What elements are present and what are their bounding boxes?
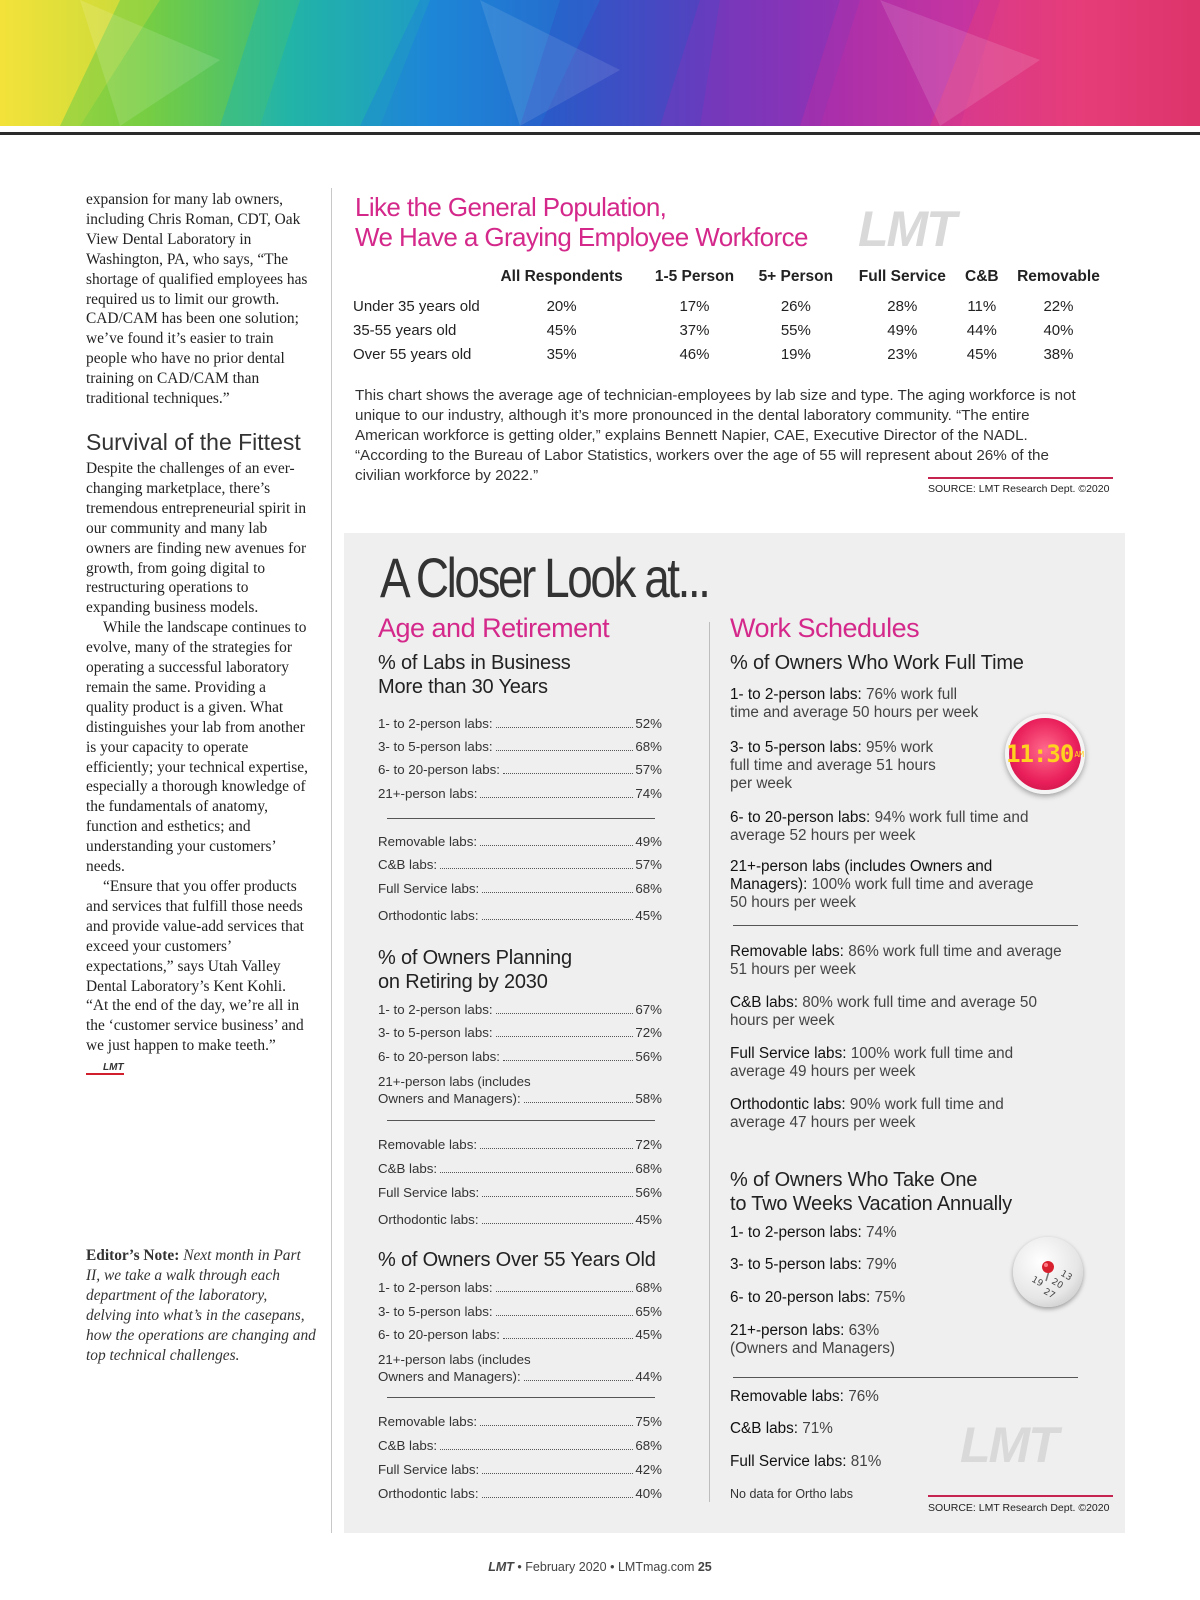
stat-label: Owners and Managers): bbox=[378, 1091, 521, 1106]
table-cell: 20% bbox=[546, 297, 577, 315]
list-item bbox=[378, 1486, 662, 1501]
stat-label: C&B labs: bbox=[730, 1420, 799, 1437]
stat-text: 76% work full time and average 50 hours per week bbox=[730, 686, 979, 721]
list-item bbox=[730, 1256, 897, 1274]
stat-label: 6- to 20-person labs: bbox=[378, 762, 500, 777]
stat-value: 49% bbox=[635, 834, 662, 849]
stat-label: 3- to 5-person labs: bbox=[730, 739, 862, 756]
banner-rule bbox=[0, 132, 1200, 135]
row-label: Under 35 years old bbox=[353, 297, 480, 315]
stat-label: 21+-person labs (includes Owners and Managers): bbox=[730, 858, 993, 893]
dot-leader bbox=[440, 1172, 633, 1173]
list-item bbox=[378, 1280, 662, 1295]
article-paragraph-4 bbox=[86, 877, 311, 1076]
dot-leader bbox=[496, 1291, 634, 1292]
list-item bbox=[730, 1224, 897, 1242]
stat-text: 75% bbox=[874, 1289, 906, 1306]
table-cell: 23% bbox=[887, 345, 918, 363]
table-cell: 11% bbox=[967, 297, 997, 315]
retiring-2030-title bbox=[378, 946, 572, 994]
workforce-age-table bbox=[353, 268, 1113, 366]
vacation-title bbox=[730, 1168, 1012, 1216]
list-item bbox=[378, 1212, 662, 1227]
work-schedules-heading: Work Schedules bbox=[730, 613, 920, 643]
retiring-2030-title-line2: on Retiring by 2030 bbox=[378, 971, 548, 993]
digital-clock-icon bbox=[1005, 714, 1085, 794]
column-header bbox=[353, 268, 481, 294]
footer-issue: February 2020 bbox=[525, 1560, 607, 1574]
stat-value: 68% bbox=[635, 1161, 662, 1176]
table-cell: 46% bbox=[679, 345, 710, 363]
stat-label: Full Service labs: bbox=[730, 1453, 847, 1470]
stat-label: 1- to 2-person labs: bbox=[378, 1280, 493, 1295]
stat-text: 74% bbox=[866, 1224, 897, 1241]
stat-text: 100% work full time and average 49 hours per week bbox=[730, 1045, 1014, 1080]
dot-leader bbox=[482, 1473, 633, 1474]
stat-value: 75% bbox=[635, 1414, 662, 1429]
calendar-pin-art bbox=[1013, 1237, 1083, 1307]
row-label: 35-55 years old bbox=[353, 321, 457, 339]
calendar-date: 27 bbox=[1041, 1286, 1057, 1302]
stat-label: 6- to 20-person labs: bbox=[378, 1327, 500, 1342]
section-rule bbox=[733, 925, 1078, 926]
stat-label: Orthodontic labs: bbox=[378, 1486, 479, 1501]
stat-label: 1- to 2-person labs: bbox=[730, 1224, 862, 1241]
table-cell: 35% bbox=[546, 345, 577, 363]
calendar-date: 13 bbox=[1058, 1268, 1074, 1284]
stat-value: 42% bbox=[635, 1462, 662, 1477]
stat-value: 68% bbox=[635, 1438, 662, 1453]
table-cell: 26% bbox=[780, 297, 811, 315]
editors-note-text: Next month in Part II, we take a walk through each department of the laboratory, delving into what’s in the casepans, how the operations are changing and top technical challenges. bbox=[86, 1247, 316, 1364]
stat-label: 1- to 2-person labs: bbox=[378, 1002, 493, 1017]
stat-label: Owners and Managers): bbox=[378, 1369, 521, 1384]
stat-label: 21+-person labs (includes bbox=[378, 1074, 531, 1089]
workforce-chart-title bbox=[355, 192, 855, 252]
owners-over-55-title: % of Owners Over 55 Years Old bbox=[378, 1249, 656, 1271]
stat-value: 56% bbox=[635, 1185, 662, 1200]
stat-value: 57% bbox=[635, 762, 662, 777]
vacation-title-line1: % of Owners Who Take One bbox=[730, 1169, 978, 1191]
list-item bbox=[730, 994, 1050, 1030]
retiring-2030-title-line1: % of Owners Planning bbox=[378, 947, 572, 969]
list-item bbox=[378, 1414, 662, 1429]
dot-leader bbox=[503, 773, 633, 774]
list-item bbox=[378, 1161, 662, 1176]
source-rule bbox=[928, 477, 1113, 479]
dot-leader bbox=[440, 868, 633, 869]
stat-value: 68% bbox=[635, 739, 662, 754]
stat-text: 76% bbox=[848, 1388, 879, 1405]
closer-look-title: A Closer Look at... bbox=[380, 546, 709, 609]
stat-value: 56% bbox=[635, 1049, 662, 1064]
stat-value: 72% bbox=[635, 1025, 662, 1040]
column-header: 5+ Person bbox=[758, 268, 834, 285]
age-retirement-heading: Age and Retirement bbox=[378, 613, 610, 643]
section-rule bbox=[387, 818, 655, 819]
footer-site: LMTmag.com bbox=[617, 1560, 695, 1574]
list-item bbox=[730, 686, 980, 722]
stat-value: 68% bbox=[635, 881, 662, 896]
table-header-row bbox=[353, 268, 1113, 294]
dot-leader bbox=[482, 1223, 634, 1224]
list-item bbox=[378, 1002, 662, 1017]
stat-label: Full Service labs: bbox=[730, 1045, 847, 1062]
source-credit: SOURCE: LMT Research Dept. ©2020 bbox=[928, 1502, 1110, 1514]
dot-leader bbox=[480, 1425, 633, 1426]
dot-leader bbox=[524, 1380, 634, 1381]
table-cell: 19% bbox=[780, 345, 811, 363]
labs-30-years-title-line2: More than 30 Years bbox=[378, 676, 548, 698]
article-paragraph-2: Despite the challenges of an ever-changing marketplace, there’s tremendous entrepreneurial spirit in our community and many lab owners are finding new avenues for growth, from going digital to restructuring operations to expanding business models. bbox=[86, 459, 307, 617]
table-cell: 49% bbox=[887, 321, 918, 339]
editors-note-label: Editor’s Note: bbox=[86, 1247, 180, 1264]
stat-note: (Owners and Managers) bbox=[730, 1340, 895, 1357]
list-item bbox=[378, 1073, 662, 1107]
list-item bbox=[378, 1049, 662, 1064]
stat-label: Orthodontic labs: bbox=[378, 1212, 479, 1227]
list-item bbox=[378, 834, 662, 849]
dot-leader bbox=[496, 1315, 634, 1316]
table-row bbox=[353, 342, 1113, 366]
footer-brand: LMT bbox=[488, 1560, 514, 1574]
column-header: C&B bbox=[965, 268, 999, 285]
lmt-watermark-logo: LMT bbox=[858, 201, 955, 257]
stat-value: 68% bbox=[635, 1280, 662, 1295]
stat-text: 63% bbox=[848, 1322, 880, 1339]
list-item bbox=[378, 762, 662, 777]
stat-label: 3- to 5-person labs: bbox=[730, 1256, 862, 1273]
footer-separator: • bbox=[517, 1560, 522, 1574]
labs-30-years-title bbox=[378, 651, 571, 699]
stat-label: 21+-person labs: bbox=[730, 1322, 845, 1339]
section-rule bbox=[733, 1377, 1078, 1378]
stat-value: 45% bbox=[635, 908, 662, 923]
stat-value: 45% bbox=[635, 1327, 662, 1342]
table-row bbox=[353, 318, 1113, 342]
list-item bbox=[378, 1438, 662, 1453]
stat-label: 6- to 20-person labs: bbox=[730, 1289, 871, 1306]
list-item bbox=[730, 1289, 905, 1307]
calendar-pin-icon bbox=[1013, 1237, 1083, 1307]
stat-label: 3- to 5-person labs: bbox=[378, 739, 493, 754]
stat-label: C&B labs: bbox=[378, 1438, 438, 1453]
stat-label: Orthodontic labs: bbox=[378, 908, 479, 923]
dot-leader bbox=[482, 1497, 634, 1498]
list-item bbox=[730, 1322, 895, 1358]
stat-label: 1- to 2-person labs: bbox=[378, 716, 493, 731]
labs-30-years-title-line1: % of Labs in Business bbox=[378, 652, 571, 674]
dot-leader bbox=[482, 1196, 633, 1197]
no-data-note: No data for Ortho labs bbox=[730, 1487, 853, 1501]
list-item bbox=[730, 809, 1030, 845]
calendar-date: 19 bbox=[1029, 1274, 1045, 1290]
stat-value: 72% bbox=[635, 1137, 662, 1152]
dot-leader bbox=[503, 1338, 633, 1339]
stat-text: 94% work full time and average 52 hours per week bbox=[730, 809, 1029, 844]
stat-label: C&B labs: bbox=[730, 994, 799, 1011]
list-item bbox=[730, 1420, 833, 1438]
list-item bbox=[378, 786, 662, 801]
table-cell: 28% bbox=[887, 297, 918, 315]
stat-text: 80% work full time and average 50 hours per week bbox=[730, 994, 1037, 1029]
column-header: 1-5 Person bbox=[654, 268, 735, 285]
workforce-title-line1: Like the General Population, bbox=[355, 192, 667, 222]
source-rule bbox=[928, 1495, 1113, 1497]
table-cell: 45% bbox=[546, 321, 577, 339]
stat-label: 21+-person labs: bbox=[378, 786, 478, 801]
banner-polygon-art bbox=[0, 0, 1200, 126]
dot-leader bbox=[496, 750, 634, 751]
stat-label: 6- to 20-person labs: bbox=[730, 809, 871, 826]
stat-value: 52% bbox=[635, 716, 662, 731]
stat-text: 81% bbox=[850, 1453, 882, 1470]
dot-leader bbox=[503, 1060, 633, 1061]
stat-label: 3- to 5-person labs: bbox=[378, 1304, 493, 1319]
source-credit: SOURCE: LMT Research Dept. ©2020 bbox=[928, 483, 1110, 495]
stat-text: 79% bbox=[866, 1256, 897, 1273]
stat-label: Full Service labs: bbox=[378, 1185, 480, 1200]
footer-separator: • bbox=[610, 1560, 615, 1574]
section-rule bbox=[387, 1120, 655, 1121]
rainbow-banner bbox=[0, 0, 1200, 126]
dot-leader bbox=[440, 1449, 633, 1450]
stat-label: Orthodontic labs: bbox=[730, 1096, 846, 1113]
dot-leader bbox=[482, 919, 634, 920]
dot-leader bbox=[480, 845, 633, 846]
list-item bbox=[730, 1388, 879, 1406]
list-item bbox=[378, 716, 662, 731]
clock-ampm: AM bbox=[1074, 749, 1084, 759]
list-item bbox=[378, 1327, 662, 1342]
stat-text: 90% work full time and average 47 hours per week bbox=[730, 1096, 1004, 1131]
stat-value: 57% bbox=[635, 857, 662, 872]
row-label: Over 55 years old bbox=[353, 345, 472, 363]
stat-label: Removable labs: bbox=[730, 943, 844, 960]
stat-text: 86% work full time and average 51 hours per week bbox=[730, 943, 1062, 978]
table-row bbox=[353, 294, 1113, 318]
section-rule bbox=[387, 1397, 655, 1398]
stat-value: 74% bbox=[635, 786, 662, 801]
table-cell: 37% bbox=[679, 321, 710, 339]
dot-leader bbox=[480, 1148, 633, 1149]
lmt-end-mark-logo: LMT bbox=[86, 1062, 124, 1075]
dot-leader bbox=[524, 1102, 634, 1103]
page-number: 25 bbox=[697, 1560, 712, 1574]
list-item bbox=[378, 908, 662, 923]
stat-label: Full Service labs: bbox=[378, 1462, 480, 1477]
list-item bbox=[730, 943, 1075, 979]
stat-label: 21+-person labs (includes bbox=[378, 1352, 531, 1367]
page-footer bbox=[0, 1560, 1200, 1574]
list-item bbox=[378, 1137, 662, 1152]
list-item bbox=[730, 739, 950, 793]
stat-value: 58% bbox=[635, 1091, 662, 1106]
table-cell: 55% bbox=[780, 321, 811, 339]
stat-label: C&B labs: bbox=[378, 1161, 438, 1176]
list-item bbox=[730, 858, 1050, 912]
vacation-title-line2: to Two Weeks Vacation Annually bbox=[730, 1193, 1012, 1215]
article-paragraph-4-text: “Ensure that you offer products and services that fulfill those needs and provide value-add services that exceed your customers’ expectations,” says Utah Valley Dental Laboratory’s Kent Kohli. “At the end of the day, we’re all in the ‘customer service business’ and we just happen to make teeth.” bbox=[86, 878, 304, 1055]
list-item bbox=[378, 1304, 662, 1319]
stat-value: 44% bbox=[635, 1369, 662, 1384]
list-item bbox=[730, 1453, 881, 1471]
section-heading-survival: Survival of the Fittest bbox=[86, 428, 301, 455]
dot-leader bbox=[496, 1036, 634, 1037]
workforce-chart-caption: This chart shows the average age of technician-employees by lab size and type. The aging workforce is not unique to our industry, although it’s more pronounced in the dental laboratory community. “The entire American workforce is getting older,” explains Bennett Napier, CAE, Executive Director of the NADL. “According to the Bureau of Labor Statistics, workers over the age of 55 will represent about 26% of the civilian workforce by 2022.” bbox=[355, 387, 1076, 484]
list-item bbox=[730, 1045, 1040, 1081]
dot-leader bbox=[482, 892, 633, 893]
list-item bbox=[378, 739, 662, 754]
dot-leader bbox=[496, 727, 634, 728]
stat-text: 95% work full time and average 51 hours per week bbox=[730, 739, 936, 792]
dot-leader bbox=[480, 797, 633, 798]
stat-value: 67% bbox=[635, 1002, 662, 1017]
clock-time: 11:30 bbox=[1006, 740, 1074, 768]
stat-label: Removable labs: bbox=[378, 1414, 478, 1429]
owners-full-time-title: % of Owners Who Work Full Time bbox=[730, 652, 1024, 674]
stat-label: C&B labs: bbox=[378, 857, 438, 872]
stat-text: 100% work full time and average 50 hours per week bbox=[730, 876, 1034, 911]
table-cell: 22% bbox=[1043, 297, 1074, 315]
column-divider bbox=[331, 188, 332, 1533]
workforce-title-line2: We Have a Graying Employee Workforce bbox=[355, 222, 808, 252]
article-paragraph-3: While the landscape continues to evolve, many of the strategies for operating a successful laboratory remain the same. Providing a quality product is a given. What distinguishes your lab from another is your capacity to operate efficiently; your technical expertise, especially a thorough knowledge of the fundamentals of anatomy, function and esthetics; and understanding your customers’ needs. bbox=[86, 619, 308, 876]
list-item bbox=[730, 1096, 1030, 1132]
stat-value: 65% bbox=[635, 1304, 662, 1319]
table-cell: 40% bbox=[1043, 321, 1074, 339]
calendar-date: 20 bbox=[1049, 1276, 1065, 1292]
article-paragraph-1: expansion for many lab owners, including Chris Roman, CDT, Oak View Dental Laboratory in Washington, PA, who says, “The shortage of qualified employees has required us to limit our growth. CAD/CAM has been one solution; we’ve found it’s easier to train people who have no prior dental training on CAD/CAM than traditional techniques.” bbox=[86, 191, 308, 408]
table-cell: 38% bbox=[1043, 345, 1074, 363]
left-article-column bbox=[86, 190, 311, 1076]
column-header: All Respondents bbox=[500, 268, 623, 285]
stat-label: 1- to 2-person labs: bbox=[730, 686, 862, 703]
list-item bbox=[378, 1462, 662, 1477]
list-item bbox=[378, 857, 662, 872]
table-cell: 17% bbox=[679, 297, 710, 315]
stat-label: Removable labs: bbox=[378, 1137, 478, 1152]
column-header: Removable bbox=[1017, 268, 1100, 285]
stat-label: Removable labs: bbox=[378, 834, 478, 849]
stat-value: 40% bbox=[635, 1486, 662, 1501]
panel-mid-divider bbox=[709, 622, 710, 1502]
list-item bbox=[378, 1351, 662, 1385]
editors-note bbox=[86, 1246, 316, 1366]
list-item bbox=[378, 1185, 662, 1200]
stat-value: 45% bbox=[635, 1212, 662, 1227]
stat-label: 3- to 5-person labs: bbox=[378, 1025, 493, 1040]
dot-leader bbox=[496, 1013, 634, 1014]
list-item bbox=[378, 881, 662, 896]
column-header: Full Service bbox=[858, 268, 946, 285]
stat-text: 71% bbox=[802, 1420, 833, 1437]
stat-label: Removable labs: bbox=[730, 1388, 844, 1405]
stat-label: 6- to 20-person labs: bbox=[378, 1049, 500, 1064]
lmt-watermark-logo: LMT bbox=[960, 1417, 1057, 1473]
table-cell: 44% bbox=[966, 321, 997, 339]
list-item bbox=[378, 1025, 662, 1040]
stat-label: Full Service labs: bbox=[378, 881, 480, 896]
table-cell: 45% bbox=[966, 345, 997, 363]
